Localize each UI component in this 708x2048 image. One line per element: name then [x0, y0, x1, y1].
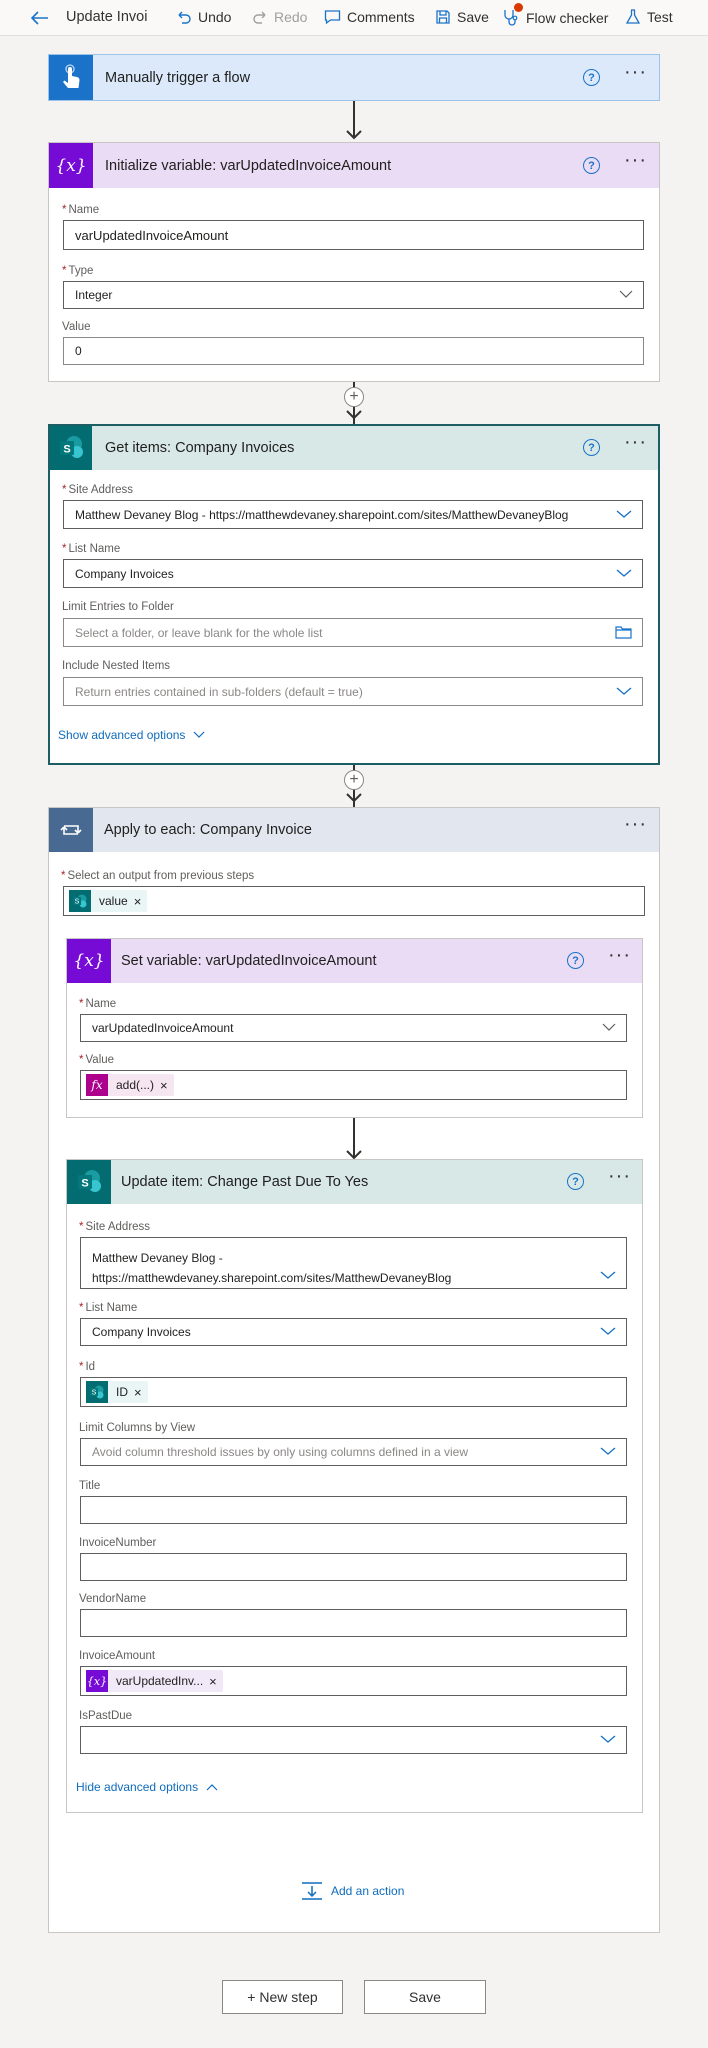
- comment-icon: [324, 9, 341, 25]
- chevron-down-icon: [600, 1446, 616, 1456]
- apply-to-each-card[interactable]: [48, 807, 660, 1933]
- type-label: * Type: [62, 265, 94, 277]
- remove-token-icon[interactable]: ×: [133, 893, 142, 909]
- show-advanced-options-link[interactable]: [58, 728, 205, 742]
- save-icon: [435, 9, 451, 25]
- add-action-icon: [301, 1881, 323, 1901]
- init-variable-header[interactable]: [49, 143, 659, 188]
- chevron-down-icon: [616, 509, 632, 519]
- undo-button[interactable]: [176, 9, 231, 25]
- list-name-dropdown[interactable]: [80, 1318, 627, 1346]
- limit-view-dropdown[interactable]: [80, 1438, 627, 1466]
- folder-label: Limit Entries to Folder: [62, 601, 174, 613]
- trigger-card-header[interactable]: [49, 55, 659, 100]
- more-options-icon[interactable]: ···: [624, 61, 647, 83]
- add-action-button[interactable]: [301, 1881, 404, 1901]
- is-past-due-label: IsPastDue: [79, 1710, 133, 1722]
- flask-icon: [625, 9, 641, 25]
- arrow-head-icon: [346, 793, 362, 803]
- more-options-icon[interactable]: ···: [624, 813, 647, 835]
- list-name-label: * List Name: [62, 543, 121, 555]
- update-item-title: Update item: Change Past Due To Yes: [121, 1174, 369, 1190]
- svg-text:S: S: [81, 1177, 89, 1190]
- folder-icon[interactable]: [615, 626, 632, 639]
- id-label: * Id: [79, 1361, 96, 1373]
- trigger-card[interactable]: [48, 54, 660, 101]
- flow-checker-button[interactable]: [502, 9, 608, 27]
- arrow-head-icon: [346, 130, 362, 140]
- chevron-down-icon: [619, 289, 633, 299]
- update-item-header[interactable]: [67, 1160, 642, 1204]
- sharepoint-icon: [67, 1160, 111, 1204]
- chevron-down-icon: [600, 1270, 616, 1280]
- save-toolbar-label: Save: [457, 9, 489, 25]
- nested-items-label: Include Nested Items: [62, 660, 171, 672]
- init-variable-card[interactable]: [48, 142, 660, 382]
- nested-items-placeholder: Return entries contained in sub-folders (default = true): [75, 684, 363, 699]
- fx-icon: fx: [86, 1074, 108, 1096]
- flow-title[interactable]: Update Invoi: [66, 9, 148, 25]
- invoice-number-input[interactable]: [80, 1553, 627, 1581]
- more-options-icon[interactable]: ···: [624, 431, 647, 453]
- redo-button[interactable]: [252, 9, 307, 25]
- more-options-icon[interactable]: ···: [608, 1165, 631, 1187]
- list-name-dropdown[interactable]: [63, 559, 643, 588]
- set-variable-header[interactable]: [67, 939, 642, 983]
- site-address-label: * Site Address: [62, 484, 134, 496]
- flow-checker-label: Flow checker: [526, 10, 609, 26]
- help-icon[interactable]: ?: [583, 69, 600, 86]
- init-variable-title: Initialize variable: varUpdatedInvoiceAmount: [105, 158, 392, 174]
- remove-token-icon[interactable]: ×: [209, 1673, 217, 1689]
- expression-token[interactable]: [86, 1074, 174, 1096]
- invoice-number-label: InvoiceNumber: [79, 1537, 157, 1549]
- save-toolbar-button[interactable]: [435, 9, 489, 25]
- list-name-value: Company Invoices: [75, 566, 174, 581]
- variable-name-value: varUpdatedInvoiceAmount: [92, 1021, 234, 1035]
- invoice-amount-input[interactable]: [80, 1666, 627, 1696]
- site-address-dropdown[interactable]: [63, 500, 643, 529]
- test-label: Test: [647, 9, 673, 25]
- variable-name-input[interactable]: varUpdatedInvoiceAmount: [63, 220, 644, 250]
- comments-button[interactable]: [324, 9, 415, 25]
- error-badge: [514, 3, 523, 12]
- toolbar: [0, 0, 708, 36]
- variable-icon: {x}: [86, 1670, 108, 1692]
- set-variable-card[interactable]: [66, 938, 643, 1118]
- svg-text:S: S: [63, 443, 71, 456]
- add-action-label: Add an action: [331, 1884, 405, 1898]
- redo-icon: [252, 9, 268, 25]
- is-past-due-dropdown[interactable]: [80, 1726, 627, 1754]
- new-step-button[interactable]: + New step: [222, 1980, 343, 2014]
- update-item-card[interactable]: [66, 1159, 643, 1813]
- variable-token-label: varUpdatedInv...: [116, 1674, 204, 1688]
- help-icon[interactable]: ?: [567, 952, 584, 969]
- chevron-down-icon: [616, 568, 632, 578]
- id-input[interactable]: [80, 1377, 627, 1407]
- variable-icon: {x}: [67, 939, 111, 983]
- sharepoint-icon: [69, 890, 91, 912]
- comments-label: Comments: [347, 9, 415, 25]
- vendor-name-input[interactable]: [80, 1609, 627, 1637]
- variable-value-input[interactable]: [80, 1070, 627, 1100]
- value-label: Value: [62, 321, 91, 333]
- undo-icon: [176, 9, 192, 25]
- nested-items-dropdown[interactable]: [63, 677, 643, 706]
- back-button[interactable]: [30, 10, 50, 26]
- sharepoint-icon: [50, 426, 92, 470]
- remove-token-icon[interactable]: ×: [160, 1077, 168, 1093]
- id-token-label: ID: [116, 1385, 128, 1399]
- insert-step-button[interactable]: +: [344, 387, 364, 407]
- invoice-amount-label: InvoiceAmount: [79, 1650, 156, 1662]
- folder-picker-input[interactable]: [63, 618, 643, 647]
- vendor-name-label: VendorName: [79, 1593, 147, 1605]
- remove-token-icon[interactable]: ×: [134, 1384, 142, 1400]
- variable-value-input[interactable]: 0: [63, 337, 644, 365]
- name-label: * Name: [79, 998, 117, 1010]
- hide-advanced-options-link[interactable]: [76, 1780, 218, 1794]
- title-input[interactable]: [80, 1496, 627, 1524]
- sharepoint-icon: [86, 1381, 108, 1403]
- get-items-header[interactable]: [50, 426, 658, 470]
- undo-label: Undo: [198, 9, 232, 25]
- type-value: Integer: [75, 288, 113, 302]
- title-label: Title: [79, 1480, 101, 1492]
- list-name-value: Company Invoices: [92, 1325, 191, 1339]
- test-button[interactable]: [625, 9, 673, 25]
- folder-placeholder: Select a folder, or leave blank for the whole list: [75, 625, 323, 640]
- value-token-label: value: [99, 894, 128, 908]
- site-address-line-2: https://matthewdevaney.sharepoint.com/sites/MatthewDevaneyBlog: [92, 1271, 452, 1285]
- select-output-label: * Select an output from previous steps: [61, 870, 255, 882]
- name-label: * Name: [62, 204, 100, 216]
- site-address-dropdown[interactable]: [80, 1237, 627, 1289]
- svg-text:S: S: [74, 898, 80, 906]
- redo-label: Redo: [274, 9, 308, 25]
- expression-token-label: add(...): [116, 1078, 155, 1092]
- set-variable-title: Set variable: varUpdatedInvoiceAmount: [121, 953, 377, 969]
- chevron-down-icon: [600, 1326, 616, 1336]
- apply-to-each-header[interactable]: [49, 808, 659, 852]
- chevron-down-icon: [616, 686, 632, 696]
- touch-icon: [49, 55, 93, 100]
- list-name-label: * List Name: [79, 1302, 138, 1314]
- variable-token[interactable]: [86, 1670, 223, 1692]
- help-icon[interactable]: ?: [583, 439, 600, 456]
- variable-name-dropdown[interactable]: [80, 1014, 627, 1042]
- id-token[interactable]: [86, 1381, 148, 1403]
- save-button[interactable]: Save: [364, 1980, 486, 2014]
- get-items-title: Get items: Company Invoices: [105, 440, 295, 456]
- chevron-up-icon: [206, 1783, 218, 1791]
- value-token[interactable]: [69, 890, 147, 912]
- svg-text:S: S: [91, 1389, 97, 1397]
- more-options-icon[interactable]: ···: [624, 149, 647, 171]
- chevron-down-icon: [602, 1022, 616, 1032]
- trigger-title: Manually trigger a flow: [105, 70, 251, 86]
- limit-view-label: Limit Columns by View: [79, 1422, 196, 1434]
- site-address-line-1: Matthew Devaney Blog -: [92, 1251, 223, 1265]
- variable-type-dropdown[interactable]: [63, 281, 644, 309]
- help-icon[interactable]: ?: [583, 157, 600, 174]
- variable-icon: {x}: [49, 143, 93, 188]
- chevron-down-icon: [600, 1734, 616, 1744]
- value-label: * Value: [79, 1054, 115, 1066]
- site-address-value: Matthew Devaney Blog - https://matthewdevaney.sharepoint.com/sites/MatthewDevaneyBlog: [75, 507, 569, 522]
- limit-view-placeholder: Avoid column threshold issues by only using columns defined in a view: [92, 1445, 468, 1459]
- help-icon[interactable]: ?: [567, 1173, 584, 1190]
- loop-icon: [49, 808, 93, 852]
- apply-to-each-title: Apply to each: Company Invoice: [104, 822, 312, 838]
- hide-advanced-label: Hide advanced options: [76, 1780, 199, 1794]
- show-advanced-label: Show advanced options: [58, 728, 186, 742]
- chevron-down-icon: [193, 731, 205, 739]
- arrow-head-icon: [346, 410, 362, 420]
- insert-step-button[interactable]: +: [344, 770, 364, 790]
- select-output-input[interactable]: [63, 886, 645, 916]
- back-arrow-icon: [30, 10, 50, 26]
- get-items-card[interactable]: [48, 424, 660, 765]
- site-address-label: * Site Address: [79, 1221, 151, 1233]
- more-options-icon[interactable]: ···: [608, 944, 631, 966]
